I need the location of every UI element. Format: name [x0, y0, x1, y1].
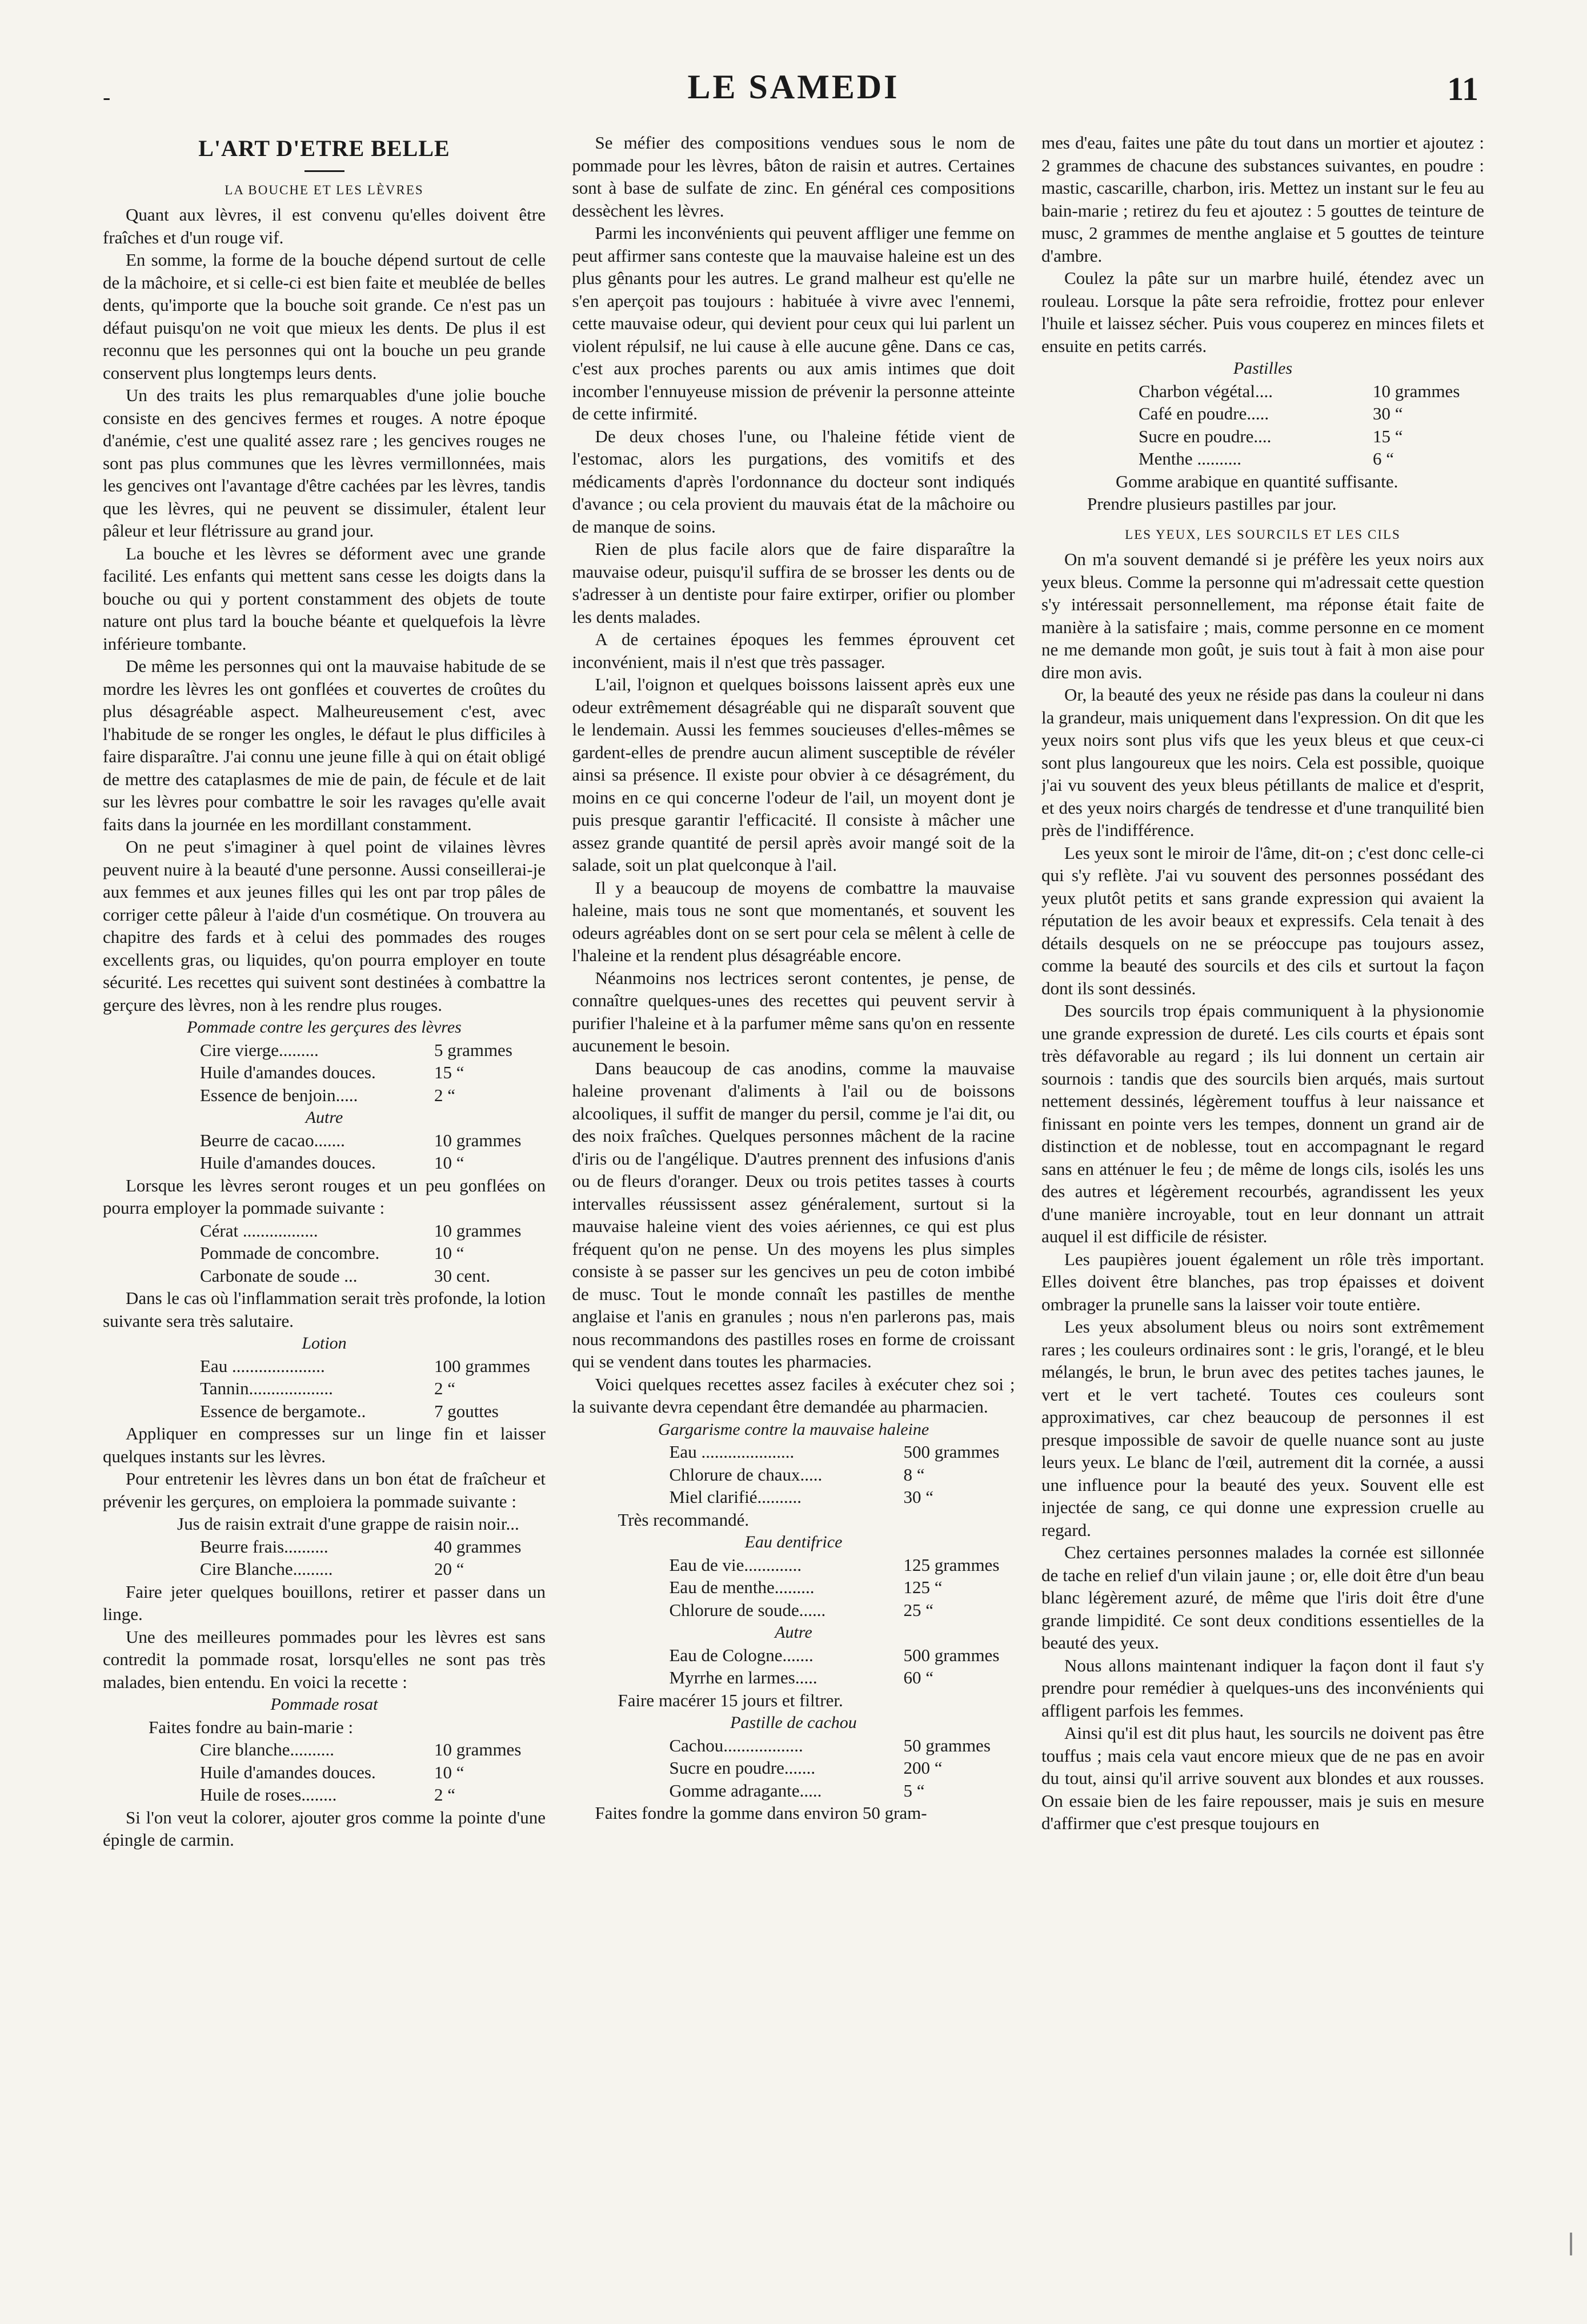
recipe-line: Myrrhe en larmes..... 60 “: [669, 1667, 934, 1687]
recipe-line: Sucre en poudre....... 200 “: [669, 1758, 943, 1778]
recipe-line: Café en poudre..... 30 “: [1139, 403, 1403, 423]
section-heading: LA BOUCHE ET LES LÈVRES: [225, 182, 424, 197]
recipe-title: Pastilles: [1233, 359, 1293, 378]
paragraph: La bouche et les lèvres se déforment avec une grande facilité. Les enfants qui mettent sans cesse les doigts dans la bouche ou qui y portent constamment des objets de toute nature ont plus tard la bouche béante et quelquefois la lèvre inférieure tombante.: [103, 543, 546, 654]
recipe-line: Huile de roses........ 2 “: [200, 1785, 456, 1805]
recipe-line: Beurre frais.......... 40 grammes: [200, 1536, 522, 1557]
recipe-note: Faire macérer 15 jours et filtrer.: [618, 1690, 843, 1710]
paragraph: Faire jeter quelques bouillons, retirer et passer dans un linge.: [103, 1581, 546, 1624]
paragraph: Les yeux absolument bleus ou noirs sont extrêmement rares ; les couleurs ordinaires sont : le gris, l'orangé, et le bleu mélangés, le brun, le brun avec des petites taches jaunes, le vert et le vert tacheté. Toutes ces couleurs sont approximatives, car chez beaucoup de personnes il est presque impossible de savoir de quelle nuance sont au juste leurs yeux. Le blanc de l'œil, autrement dit la cornée, a aussi une influence pour la beauté des yeux. Souvent elle est injectée de sang, ce qui donne une expression cruelle au regard.: [1041, 1317, 1484, 1540]
column-2: [572, 131, 1015, 2246]
paragraph: Si l'on veut la colorer, ajouter gros comme la pointe d'une épingle de carmin.: [103, 1807, 546, 1850]
article-columns: [103, 131, 1484, 2246]
paragraph: Rien de plus facile alors que de faire disparaître la mauvaise odeur, puisqu'il suffira de se brosser les dents ou de s'adresser à un dentiste pour faire extirper, orifier ou plomber les dents malades.: [572, 539, 1015, 627]
paragraph: L'ail, l'oignon et quelques boissons laissent après eux une odeur extrêmement désagréable qui ne disparaît souvent que le lendemain. Aussi les femmes soucieuses d'elles-mêmes se gardent-elles de prendre aucun aliment susceptible de révéler ainsi sa présence. Il existe pour obvier à ce désagrément, du moins en ce qui concerne l'odeur de l'ail, un moyent dont je puis presque garantir l'efficacité. Il consiste à mâcher une assez grande quantité de persil après avoir mangé soit de la salade, soit un plat quelconque à l'ail.: [572, 674, 1015, 875]
paragraph: On ne peut s'imaginer à quel point de vilaines lèvres peuvent nuire à la beauté d'une personne. Aussi conseillerai-je aux femmes et aux jeunes filles qui les ont par trop pâles de corriger cette pâleur à l'aide d'un cosmétique. On trouvera au chapitre des fards et à celui des pommades des rouges excellents gras, ou liquides, qu'on pourra employer en toute sécurité. Les recettes qui suivent sont destinées à combattre la gerçure des lèvres, non à les rendre plus rouges.: [103, 837, 546, 1015]
paragraph: Chez certaines personnes malades la cornée est sillonnée de tache en relief d'un vilain jaune ; or, elle doit être d'un beau blanc légèrement azuré, de même que l'iris doit être d'une grande limpidité. Ce sont deux conditions essentielles de la beauté des yeux.: [1041, 1542, 1484, 1653]
paragraph: Il y a beaucoup de moyens de combattre la mauvaise haleine, mais tous ne sont que momentanés, et souvent les odeurs agréables dont on se sert pour cela se mêlent à celle de l'haleine et la rendent plus désagréable encore.: [572, 877, 1015, 965]
recipe-line: Chlorure de chaux..... 8 “: [669, 1464, 925, 1485]
paragraph: Or, la beauté des yeux ne réside pas dans la couleur ni dans la grandeur, mais uniquement dans l'expression. On dit que les yeux noirs sont plus vifs que les yeux bleus et que ceux-ci sont plus langoureux que les noirs. Cela est possible, quoique j'ai vu souvent des yeux bleus pétillants de malice et d'esprit, et des yeux noirs chargés de tendresse et d'une tranquilité bien près de l'indifférence.: [1041, 685, 1484, 840]
recipe-note: Très recommandé.: [618, 1509, 750, 1530]
paragraph: Néanmoins nos lectrices seront contentes, je pense, de connaître quelques-unes des recettes qui peuvent servir à purifier l'haleine et à la parfumer même sans qu'on en ressente aucunement le besoin.: [572, 967, 1015, 1055]
recipe-title: Pommade contre les gerçures des lèvres: [187, 1018, 462, 1037]
recipe-line: Cérat ................. 10 grammes: [200, 1220, 522, 1241]
recipe-line: Eau de Cologne....... 500 grammes: [669, 1645, 1000, 1665]
paragraph: De même les personnes qui ont la mauvaise habitude de se mordre les lèvres les ont gonflées et couvertes de croûtes du plus désagréable aspect. Malheureusement c'est, avec l'habitude de se ronger les ongles, le défaut le plus difficiles à faire disparaître. J'ai connu une jeune fille à qui on était obligé de mettre des cataplasmes de mie de pain, de fécule et de lait sur les lèvres pour combattre le soir les ravages qu'elle avait faits dans la journée en les mordillant constamment.: [103, 656, 546, 834]
title-divider: [304, 170, 344, 172]
paragraph: Lorsque les lèvres seront rouges et un peu gonflées on pourra employer la pommade suivante :: [103, 1175, 546, 1218]
newspaper-title: LE SAMEDI: [687, 68, 900, 106]
recipe-line: Essence de bergamote.. 7 gouttes: [200, 1401, 499, 1421]
recipe-line: Cachou.................. 50 grammes: [669, 1735, 991, 1755]
recipe-line: Beurre de cacao....... 10 grammes: [200, 1130, 522, 1150]
paragraph: Ainsi qu'il est dit plus haut, les sourcils ne doivent pas être touffus ; mais cela vaut encore mieux que de ne pas en avoir du tout, ainsi qu'il arrive souvent aux blondes et aux rousses. On essaie bien de les faire repousser, mais je suis en mesure d'affirmer que c'est presque toujours en: [1041, 1723, 1484, 1833]
paragraph: A de certaines époques les femmes éprouvent cet inconvénient, mais il n'est que très passager.: [572, 629, 1015, 672]
column-3: [1041, 131, 1484, 2246]
recipe-line: Eau ..................... 100 grammes: [200, 1355, 530, 1376]
paragraph: Appliquer en compresses sur un linge fin et laisser quelques instants sur les lèvres.: [103, 1423, 546, 1466]
margin-mark: [1570, 2233, 1572, 2255]
paragraph: Parmi les inconvénients qui peuvent affliger une femme on peut affirmer sans conteste que la mauvaise haleine est un des plus gênants pour les autres. Le grand malheur est qu'elle ne s'en aperçoit pas toujours : habituée à vivre avec l'ennemi, cette mauvaise odeur, qui devient pour ceux qui lui parlent un violent répulsif, ne lui cause à elle aucune gêne. Dans ce cas, c'est aux proches parents ou aux amis intimes que doit incomber l'ennuyeuse mission de prévenir la personne atteinte de cette infirmité.: [572, 223, 1015, 423]
recipe-note: Prendre plusieurs pastilles par jour.: [1087, 494, 1337, 514]
recipe-title: Pastille de cachou: [730, 1713, 857, 1732]
page-number: 11: [1447, 70, 1478, 107]
recipe-title: Autre: [305, 1108, 343, 1127]
recipe-line: Cire vierge......... 5 grammes: [200, 1039, 512, 1060]
paragraph: Dans beaucoup de cas anodins, comme la mauvaise haleine provenant d'aliments à l'ail ou de boissons alcooliques, il suffit de manger du persil, comme je l'ai dit, ou des noix fraîches. Quelques personnes mâchent de la racine d'iris ou de l'angélique. D'autres prennent des infusions d'anis ou de fleurs d'oranger. Deux ou trois petites tasses à courts intervalles réussissent assez généralement, surtout si la mauvaise haleine vient des voies aériennes, ce qui est plus fréquent qu'on ne pense. Un des moyens les plus simples consiste à se passer sur les gencives un peu de coton imbibé de musc. Tout le monde connaît les pastilles de menthe anglaise et l'anis en granules ; nous n'en parlerons pas, mais nous recommandons des pastilles roses en forme de croissant qui se vendent dans toutes les pharmacies.: [572, 1058, 1015, 1371]
recipe-extra: Gomme arabique en quantité suffisante.: [1116, 471, 1398, 491]
section-heading: LES YEUX, LES SOURCILS ET LES CILS: [1125, 527, 1401, 542]
recipe-line: Jus de raisin extrait d'une grappe de raisin noir...: [177, 1514, 519, 1534]
recipe-title: Pommade rosat: [270, 1695, 378, 1714]
recipe-line: Huile d'amandes douces. 10 “: [200, 1762, 464, 1782]
recipe-line: Cire Blanche......... 20 “: [200, 1559, 464, 1579]
paragraph: Une des meilleures pommades pour les lèvres est sans contredit la pommade rosat, lorsqu'elles ne sont pas très malades, bien entendu. En voici la recette :: [103, 1626, 546, 1692]
recipe-line: Charbon végétal.... 10 grammes: [1139, 381, 1460, 401]
paragraph: Nous allons maintenant indiquer la façon dont il faut s'y prendre pour remédier à quelques-uns des inconvénients qui affligent parfois les femmes.: [1041, 1655, 1484, 1721]
paragraph: Un des traits les plus remarquables d'une jolie bouche consiste en des gencives fermes et rouges. A notre époque d'anémie, c'est une qualité assez rare ; les gencives rouges ne sont pas plus communes que les lèvres vermillonnées, mais les gencives ont l'avantage d'être cachées par les lèvres, tandis que les lèvres, qui ne peuvent se dissimuler, étalent leur pâleur et leur flétrissure au grand jour.: [103, 385, 546, 541]
column-1: [103, 131, 546, 2246]
paragraph: Se méfier des compositions vendues sous le nom de pommade pour les lèvres, bâton de raisin et autres. Certaines sont à base de sulfate de zinc. En général ces compositions dessèchent les lèvres.: [572, 133, 1015, 221]
paragraph: Dans le cas où l'inflammation serait très profonde, la lotion suivante sera très salutaire.: [103, 1288, 546, 1331]
recipe-line: Huile d'amandes douces. 10 “: [200, 1153, 464, 1173]
recipe-line: Huile d'amandes douces. 15 “: [200, 1062, 464, 1082]
recipe-line: Pommade de concombre. 10 “: [200, 1243, 464, 1263]
paragraph: On m'a souvent demandé si je préfère les yeux noirs aux yeux bleus. Comme la personne qui m'adressait cette question s'y intéressait personnellement, ma réponse était faite de manière à la satisfaire ; mais, comme personne en ce moment ne me demande mon goût, je suis tout à fait à mon aise pour dire mon avis.: [1041, 549, 1484, 682]
paragraph: Les yeux sont le miroir de l'âme, dit-on ; c'est donc celle-ci qui s'y reflète. J'ai vu souvent des personnes possédant des yeux plutôt petits et sans grande expression qui avaient la réputation de les avoir beaux et expressifs. Cela tenait à des détails desquels on ne se préoccupe pas toujours assez, comme la beauté des sourcils et des cils et surtout la façon dont ils sont dessinés.: [1041, 842, 1484, 998]
paragraph: En somme, la forme de la bouche dépend surtout de celle de la mâchoire, et si celle-ci est bien faite et meublée de belles dents, qu'importe que la bouche soit grande. Ce n'est pas un défaut puisqu'on ne voit que mieux les dents. De plus il est reconnu que les personnes qui ont la bouche un peu grande conservent plus longtemps leurs dents.: [103, 250, 546, 383]
paragraph: Voici quelques recettes assez faciles à exécuter chez soi ; la suivante devra cependant être demandée au pharmacien.: [572, 1374, 1015, 1417]
recipe-line: Menthe .......... 6 “: [1139, 449, 1394, 469]
page-header: [103, 67, 1484, 119]
paragraph: Des sourcils trop épais communiquent à la physionomie une grande expression de dureté. Les cils courts et épais sont très défavorable au regard ; ils lui donnent un certain air sournois : tandis que des sourcils bien arqués, mais surtout nettement dessinés, légèrement touffus à leur naissance et finissant en pointe vers les tempes, donnent un grand air de distinction et de noblesse, tout en accompagnant le regard sans en atténuer le feu ; de même de longs cils, isolés les uns des autres et légèrement recourbés, agrandissent les yeux d'une manière incroyable, tout en leur donnant un attrait auquel il est difficile de résister.: [1041, 1001, 1484, 1246]
recipe-intro: Faites fondre au bain-marie :: [149, 1717, 354, 1737]
article-title: L'ART D'ETRE BELLE: [198, 135, 450, 161]
recipe-title: Autre: [775, 1623, 812, 1642]
paragraph: De deux choses l'une, ou l'haleine fétide vient de l'estomac, alors les purgations, des vomitifs et des médicaments d'après l'ordonnance du docteur sont indiqués d'avance ; ou cela provient du mauvais état de la mâchoire ou de manque de soins.: [572, 426, 1015, 537]
recipe-line: Miel clarifié.......... 30 “: [669, 1487, 934, 1507]
header-mark: -: [103, 84, 111, 110]
paragraph: Quant aux lèvres, il est convenu qu'elles doivent être fraîches et d'un rouge vif.: [103, 205, 546, 247]
recipe-line: Eau de menthe......... 125 “: [669, 1577, 943, 1597]
paragraph: Les paupières jouent également un rôle très important. Elles doivent être blanches, pas trop épaisses et doivent ombrager la prunelle sans la laisser voir toute entière.: [1041, 1249, 1484, 1314]
recipe-line: Carbonate de soude ... 30 cent.: [200, 1265, 491, 1286]
recipe-line: Gomme adragante..... 5 “: [669, 1780, 925, 1801]
paragraph: mes d'eau, faites une pâte du tout dans un mortier et ajoutez : 2 grammes de chacune des substances suivantes, en poudre : mastic, cascarille, charbon, iris. Mettez un instant sur le feu au bain-marie ; retirez du feu et ajoutez : 5 gouttes de teinture de musc, 2 grammes de menthe anglaise et 5 gouttes de teinture d'ambre.: [1041, 133, 1484, 266]
paragraph: Coulez la pâte sur un marbre huilé, étendez avec un rouleau. Lorsque la pâte sera refroidie, frottez pour enlever l'huile et laissez sécher. Puis vous couperez en minces filets et ensuite en petits carrés.: [1041, 268, 1484, 356]
recipe-line: Eau ..................... 500 grammes: [669, 1442, 1000, 1462]
recipe-line: Essence de benjoin..... 2 “: [200, 1085, 456, 1105]
recipe-line: Cire blanche.......... 10 grammes: [200, 1739, 522, 1759]
recipe-line: Tannin................... 2 “: [200, 1378, 456, 1398]
recipe-title: Gargarisme contre la mauvaise haleine: [658, 1419, 929, 1439]
recipe-line: Sucre en poudre.... 15 “: [1139, 426, 1403, 446]
paragraph: Pour entretenir les lèvres dans un bon état de fraîcheur et prévenir les gerçures, on emploiera la pommade suivante :: [103, 1469, 546, 1511]
recipe-title: Lotion: [302, 1334, 347, 1353]
recipe-title: Eau dentifrice: [744, 1533, 843, 1551]
recipe-line: Chlorure de soude...... 25 “: [669, 1599, 934, 1620]
recipe-line: Eau de vie............. 125 grammes: [669, 1554, 1000, 1575]
paragraph: Faites fondre la gomme dans environ 50 gram-: [595, 1803, 927, 1823]
